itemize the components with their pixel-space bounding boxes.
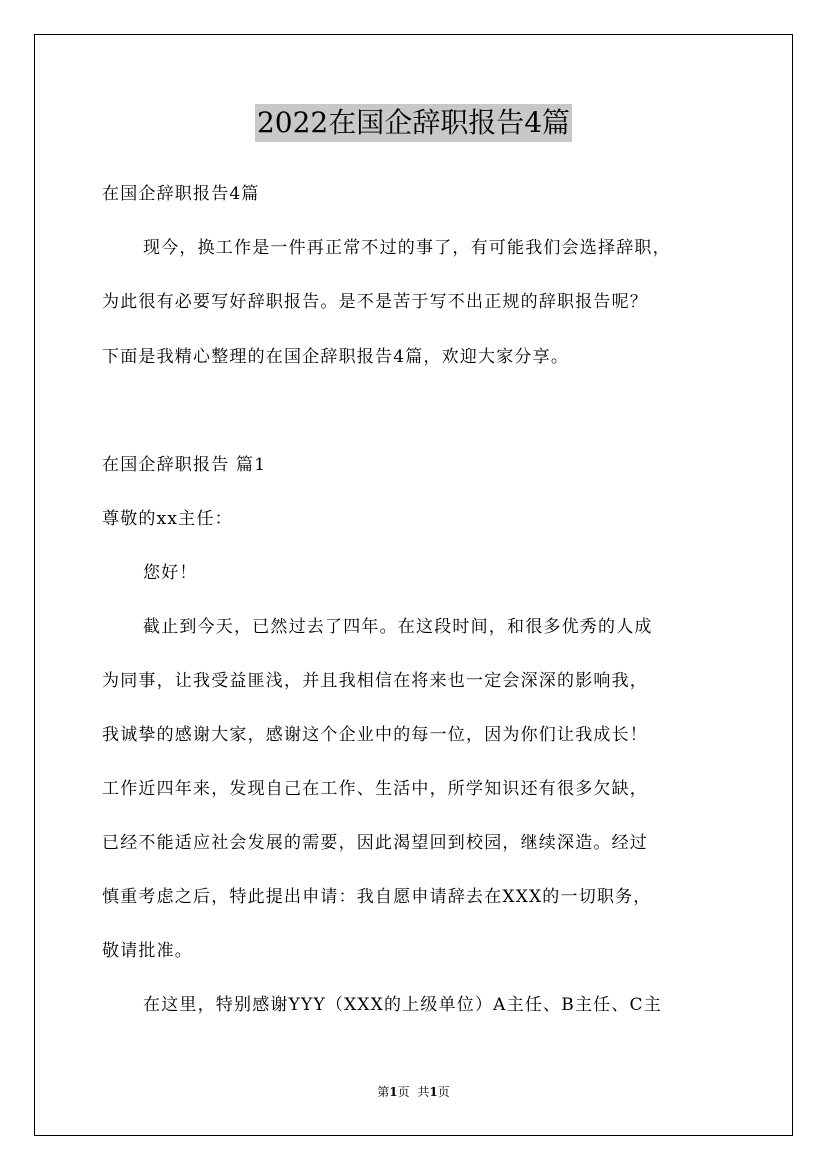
body-line-4: 工作近四年来，发现自己在工作、生活中，所学知识还有很多欠缺，: [102, 779, 648, 799]
body-line-8: 在这里，特别感谢YYY（XXX的上级单位）A主任、B主任、C主: [143, 995, 662, 1015]
document-subtitle: 在国企辞职报告4篇: [102, 184, 260, 204]
intro-line-2: 为此很有必要写好辞职报告。是不是苦于写不出正规的辞职报告呢？: [102, 292, 648, 312]
body-line-5: 已经不能适应社会发展的需要，因此渴望回到校园，继续深造。经过: [102, 833, 648, 853]
page-footer: [0, 1084, 827, 1100]
total-prefix: 共: [417, 1085, 430, 1099]
page-suffix: 页: [397, 1085, 410, 1099]
body-line-7: 敬请批准。: [102, 941, 193, 961]
body-line-2: 为同事，让我受益匪浅，并且我相信在将来也一定会深深的影响我，: [102, 671, 648, 691]
title-wrap: [0, 104, 827, 142]
body-line-6: 慎重考虑之后，特此提出申请：我自愿申请辞去在XXX的一切职务，: [102, 887, 652, 907]
page-number: 1: [389, 1085, 398, 1099]
body-line-1: 截止到今天，已然过去了四年。在这段时间，和很多优秀的人成: [143, 617, 653, 637]
page-prefix: 第: [377, 1085, 390, 1099]
section-heading: 在国企辞职报告 篇1: [102, 455, 267, 475]
total-pages: 1: [429, 1085, 438, 1099]
document-title: 2022在国企辞职报告4篇: [255, 104, 572, 142]
body-line-3: 我诚挚的感谢大家，感谢这个企业中的每一位，因为你们让我成长！: [102, 725, 648, 745]
intro-line-1: 现今，换工作是一件再正常不过的事了，有可能我们会选择辞职，: [143, 238, 671, 258]
salutation: 尊敬的xx主任：: [102, 509, 233, 529]
greeting: 您好！: [143, 563, 198, 583]
total-suffix: 页: [437, 1085, 450, 1099]
intro-line-3: 下面是我精心整理的在国企辞职报告4篇，欢迎大家分享。: [102, 347, 570, 367]
